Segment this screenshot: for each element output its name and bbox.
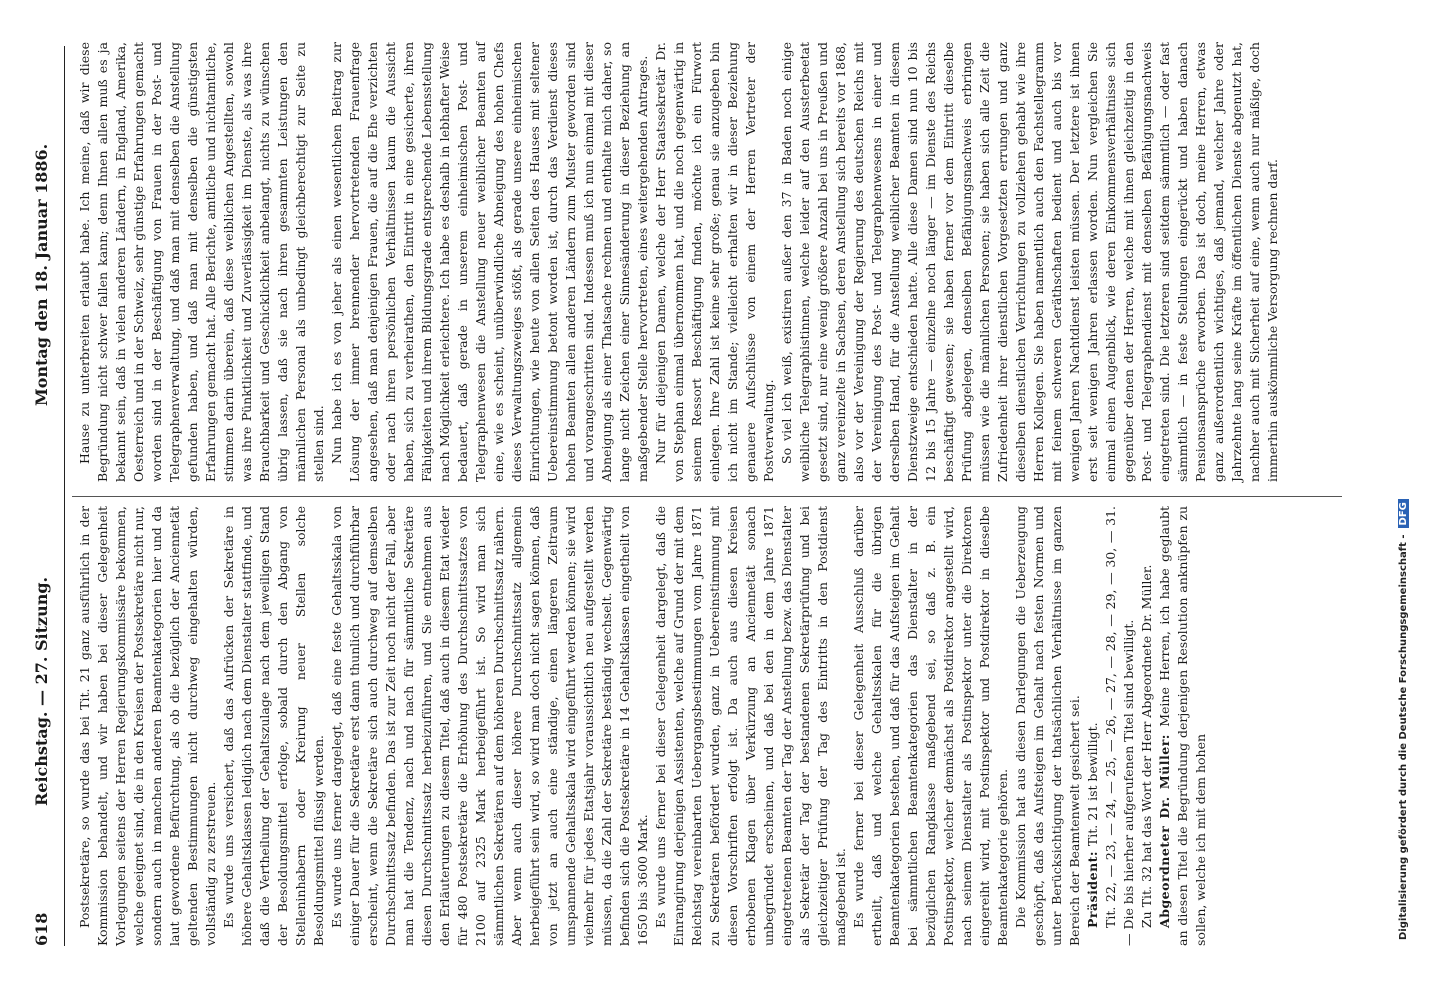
dfg-logo: DFG [1398,499,1409,528]
paragraph: So viel ich weiß, existiren außer den 37 in Baden noch einige weibliche Telegraphistinnen, welche leider auf den Aussterbeetat gesetzt sind, nur eine wenig größere Anzahl bei uns in Preußen und ganz vereinzelte in Sachsen, deren Anstellung sich bereits vor 1868, also vor der Vereinigung der Regierung des deutschen Reichs mit der Vereinigung des Post- und Telegraphenwesens in einer und derselben Hand, für die Anstellung weiblicher Beamten in diesem Dienstzweige entschieden hatte. Alle diese Damen sind nun 10 bis 12 bis 15 Jahre — einzelne noch länger — im Dienste des Reichs beschäftigt gewesen; sie haben ferner vor dem Eintritt dieselbe Prüfung abgelegen, denselben Befähigungsnachweis erbringen müssen wie die männlichen Personen; sie haben sich alle Zeit die Zufriedenheit ihrer dienstlichen Vorgesetzten errungen und ganz dieselben dienstlichen Verrichtungen zu vollziehen gehabt wie ihre Herren Kollegen. Sie haben namentlich auch den Fachstellegramm mit feinem schweren Geräthschaften bedient und auch bis vor wenigen Jahren Nachtdienst leisten müssen. Der letztere ist ihnen erst seit wenigen Jahren erlassen worden. Nun vergleichen Sie einmal einen Augenblick, wie deren Einkommensverhältnisse sich gegenüber denen der Herren, welche mit ihnen gleichzeitig in den Post- und Telegraphendienst mit denselben Befähigungsnachweis eingetreten sind. Die letzteren sind seitdem sämmtlich — oder fast sämmtlich — in feste Stellungen eingerückt und haben danach Pensionsansprüche erworben. Das ist doch, meine Herren, etwas ganz außerordentlich wichtiges, daß jemand, welcher Jahre oder Jahrzehnte lang seine Kräfte im öffentlichen Dienste abgenutzt hat, nachher auch mit Sicherheit auf eine, wenn auch nur mäßige, doch immerhin auskömmliche Versorgung rechnen darf. [779,42,1280,482]
paragraph: Es wurde ferner bei dieser Gelegenheit Ausschluß darüber ertheilt, daß und welche Gehaltsskalen für die übrigen Beamtenkategorien bestehen, und daß für das Aufsteigen im Gehalt bei sämmtlichen Beamtenkategorien das Dienstalter in der bezüglichen Rangklasse maßgebend sei, so daß z. B. ein Postinspektor, welcher demnächst als Postdirektor angestellt wird, nach seinem Dienstalter als Postinspektor unter die Direktoren eingereiht wird, mit Postinspektor und Postdirektor in dieselbe Beamtenkategorie gehören. [851,506,1010,946]
right-text-column [76,42,1282,482]
dfg-funding-note [1398,40,1428,940]
rotated-page-content [20,18,1365,968]
paragraph: Es wurde uns ferner bei dieser Gelegenheit dargelegt, daß die Einrangirung derjenigen Assistenten, welche auf Grund der mit dem Reichstag vereinbarten Uebergangsbestimmungen vom Jahre 1871 zu Sekretären befördert wurden, ganz in Uebereinstimmung mit diesen Vorschriften erfolgt ist. Da auch aus diesen Kreisen erhobenen Klagen über Verkürzung an Anciennetät sonach unbegründet erscheinen, und daß bei den in dem Jahre 1871 eingetretenen Beamten der Tag der Anstellung bezw. das Dienstalter als Sekretär der Tag der bestandenen Sekretärprüfung und bei gleichzeitiger Prüfung der Tag des Eintritts in den Postdienst maßgebend ist. [653,506,848,946]
paragraph: Hause zu unterbreiten erlaubt habe. Ich meine, daß wir diese Begründung nicht schwer fallen kann; denn Ihnen allen muß es ja bekannt sein, daß in vielen anderen Ländern, in England, Amerika, Oesterreich und in der Schweiz, sehr günstige Erfahrungen gemacht worden sind in der Beschäftigung von Frauen in der Post- und Telegraphenverwaltung, und daß man mit denselben die Anstellung gefunden haben, und daß man mit denselben die günstigsten Erfahrungen gemacht hat. Alle Berichte, amtliche und nichtamtliche, stimmen darin überein, daß diese weiblichen Angestellten, sowohl was ihre Pünktlichkeit und Zuverlässigkeit im Dienste, als was ihre Brauchbarkeit und Geschicklichkeit anbelangt, nichts zu wünschen übrig lassen, daß sie nach ihren gesammten Leistungen den männlichen Personal als unbedingt gleichberechtigt zur Seite zu stellen sind. [77,41,326,482]
header-date: Montag den 18. Januar 1886. [32,143,51,406]
paragraph: Abgeordneter Dr. Müller: Meine Herren, ich habe geglaubt an diesen Titel die Begründung derjenigen Resolution anknüpfen zu sollen, welche ich mit dem hohen [1157,506,1208,946]
column-divider [72,496,1342,497]
dfg-note-text-wrapper [1398,40,1418,940]
paragraph: Tit. 22, — 23, — 24, — 25, — 26, — 27, — 28, — 29, — 30, — 31. — Die bis hierher aufgerufenen Titel sind bewilligt. [1103,506,1136,946]
paragraph: Nun habe ich es von jeher als einen wesentlichen Beitrag zur Lösung der immer brennender hervortretenden Frauenfrage angesehen, daß man denjenigen Frauen, die auf die Ehe verzichten oder nach ihren persönlichen Verhältnissen kaum die Aussicht haben, sich zu verheirathen, den Eintritt in eine gesicherte, ihren Fähigkeiten und ihrem Bildungsgrade entsprechende Lebensstellung nach Möglichkeit erleichtere. Ich habe es deshalb in lebhafter Weise bedauert, daß gerade in unserem einheimischen Post- und Telegraphenwesen die Anstellung neuer weiblicher Beamten auf eine, wie es scheint, unüberwindliche Abneigung des hohen Chefs dieses Verwaltungszweiges stößt, als gerade unsere einheimischen Einrichtungen, wie heute von allen Seiten des Hauses mit seltener Uebereinstimmung betont worden ist, durch das Verdienst dieses hohen Beamten allen anderen Ländern zum Muster geworden sind und vorangeschritten sind. Indessen muß ich nun einmal mit dieser Abneigung als einer Thatsache rechnen und enthalte mich daher, so lange nicht Zeichen einer Sinnesänderung in dieser Beziehung an maßgebender Stelle hervortreten, eines weitergehenden Antrages. [329,42,650,482]
paragraph: Postsekretäre, so wurde das bei Tit. 21 ganz ausführlich in der Kommission behandelt, und wir haben bei dieser Gelegenheit Vorlegungen seitens der Herren Regierungskommissäre bekommen, welche geeignet sind, die in den Kreisen der Postsekretäre nicht nur, sondern auch in manchen anderen Beamtenkategorien hier und da laut gewordene Befürchtung, als ob die bezüglich der Anciennetät geltenden Bestimmungen nicht durchweg eingehalten würden, vollständig zu zerstreuen. [77,506,218,946]
page-header [28,46,58,946]
header-rule [64,46,65,946]
header-title: Reichstag. — 27. Sitzung. [32,576,51,806]
paragraph: Präsident: Tit. 21 ist bewilligt. [1085,722,1100,928]
left-text-column [76,506,1210,946]
dfg-note-text: Digitalisierung gefördert durch die Deutsche Forschungsgemeinschaft - [1398,534,1409,940]
paragraph: Zu Tit. 32 hat das Wort der Herr Abgeordnete Dr. Müller. [1139,564,1154,928]
speaker-name: Abgeordneter Dr. Müller: [1157,726,1172,928]
paragraph: Die Kommission hat aus diesen Darlegungen die Ueberzeugung geschöpft, daß das Aufsteigen im Gehalt nach festen Normen und unter Berücksichtigung der thatsächlichen Verhältnisse im ganzen Bereich der Beamtenwelt gesichert sei. [1013,506,1082,946]
paragraph: Es wurde uns versichert, daß das Aufrücken der Sekretäre in höhere Gehaltsklassen lediglich nach dem Dienstalter stattfinde, und daß die Vertheilung der Gehaltszulage nach dem jeweiligen Stand der Besoldungsmittel erfolge, sobald durch den Abgang von Stelleninhabern oder Kreirung neuer Stellen solche Besoldungsmittel flüssig werden. [221,506,326,946]
paragraph: Es wurde uns ferner dargelegt, daß eine feste Gehaltsskala von einiger Dauer für die Sekretäre erst dann thunlich und durchführbar erscheint, wenn die Sekretäre sich auch durchweg auf demselben Durchschnittssatz befinden. Das ist zur Zeit noch nicht der Fall, aber man hat die Tendenz, nach und nach für sämmtliche Sekretäre diesen Durchschnittssatz herbeizuführen, und Sie entnehmen aus den Erläuterungen zu diesem Titel, daß auch in diesem Etat wieder für 480 Postsekretäre die Erhöhung des Durchschnittssatzes von 2100 auf 2325 Mark herbeigeführt ist. So wird man sich sämmtlichen Sekretären auf dem höheren Durchschnittssatz nähern. Aber wenn auch dieser höhere Durchschnittssatz allgemein herbeigeführt sein wird, so wird man doch nicht sagen können, daß von jetzt an auch eine ständige, einen längeren Zeitraum umspannende Gehaltsskala wird eingeführt werden können; sie wird vielmehr für jedes Etatsjahr voraussichtlich neu aufgestellt werden müssen, da die Zahl der Sekretäre beständig wechselt. Gegenwärtig befinden sich die Postsekretäre in 14 Gehaltsklassen eingetheilt von 1650 bis 3600 Mark. [329,506,650,946]
page-number: 618 [32,912,51,946]
speaker-name: Präsident: [1085,846,1100,928]
paragraph: Nur für diejenigen Damen, welche der Herr Staatssekretär Dr. von Stephan einmal übernommen hat, und die noch gegenwärtig in seinem Ressort Beschäftigung finden, möchte ich ein Fürwort einlegen. Ihre Zahl ist keine sehr große; genau sie anzugeben bin ich nicht im Stande; vielleicht erhalten wir in dieser Beziehung genauere Aufschlüsse von einem der Herren Vertreter der Postverwaltung. [653,42,776,482]
